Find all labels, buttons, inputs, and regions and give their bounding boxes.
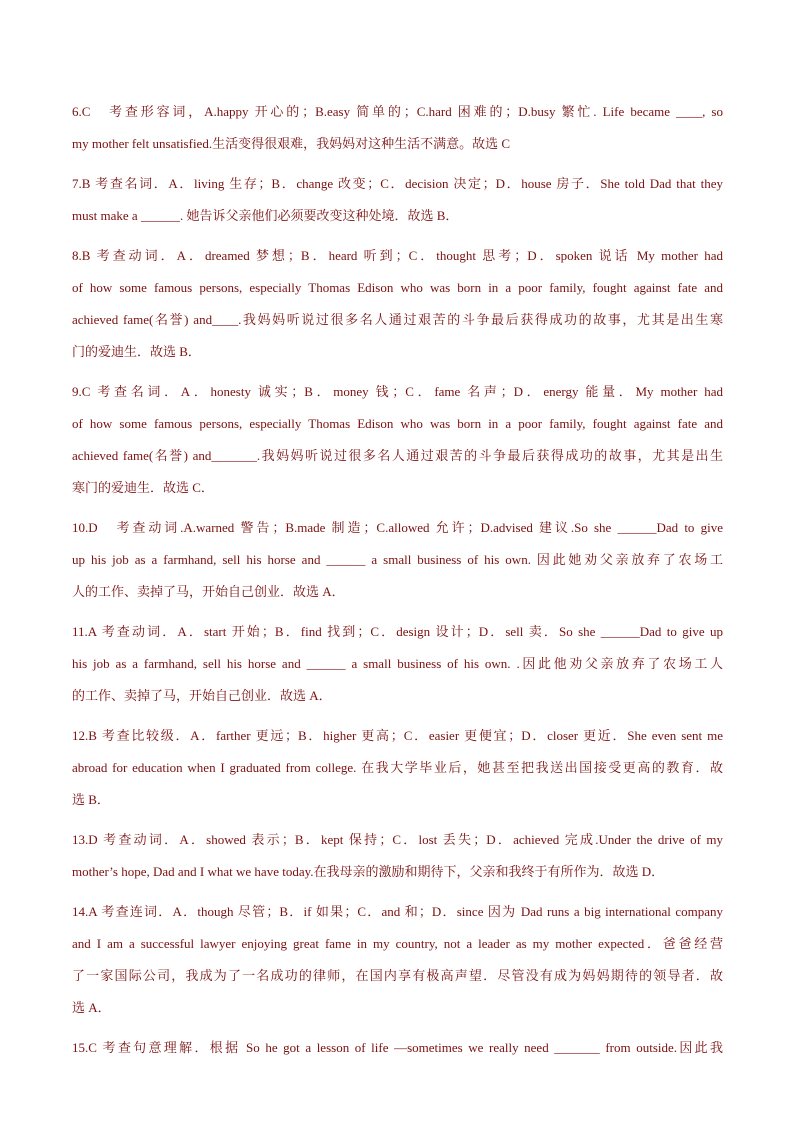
answer-item-13 <box>72 824 723 888</box>
text-line: his job as a farmhand, sell his horse and ______ a small business of his own. .因此他劝父亲放弃了农场工人 <box>72 656 723 671</box>
text-line: 门的爱迪生．故选 B． <box>72 344 201 359</box>
text-line: 14.A 考查连词．A．though 尽管；B．if 如果；C．and 和；D．since 因为 Dad runs a big international company <box>72 904 723 919</box>
answer-item-8 <box>72 240 723 368</box>
text-line: 6.C 考查形容词，A.happy 开心的；B.easy 简单的；C.hard 困难的；D.busy 繁忙. Life became ____, so <box>72 104 723 119</box>
text-line: 寒门的爱迪生．故选 C． <box>72 480 214 495</box>
text-line: up his job as a farmhand, sell his horse and ______ a small business of his own. 因此她劝父亲放弃了农场工 <box>72 552 723 567</box>
answer-item-6 <box>72 96 723 160</box>
text-line: 9.C 考查名词．A．honesty 诚实；B．money 钱；C．fame 名声；D．energy 能量．My mother had <box>72 384 723 399</box>
text-line: achieved fame(名誉) and____.我妈妈听说过很多名人通过艰苦的斗争最后获得成功的故事，尤其是出生寒 <box>72 312 723 327</box>
text-line: achieved fame(名誉) and_______.我妈妈听说过很多名人通过艰苦的斗争最后获得成功的故事，尤其是出生 <box>72 448 723 463</box>
text-line: 了一家国际公司，我成为了一名成功的律师，在国内享有极高声望．尽管没有成为妈妈期待的领导者．故 <box>72 968 723 983</box>
text-line: of how some famous persons, especially Thomas Edison who was born in a poor family, fought against fate and <box>72 280 723 295</box>
text-line: must make a ______. 她告诉父亲他们必须要改变这种处境．故选 B． <box>72 208 459 223</box>
answer-item-14 <box>72 896 723 1024</box>
text-line: 人的工作、卖掉了马，开始自己创业．故选 A． <box>72 584 345 599</box>
answer-item-15 <box>72 1032 723 1064</box>
answer-item-12 <box>72 720 723 816</box>
text-line: abroad for education when I graduated from college. 在我大学毕业后，她甚至把我送出国接受更高的教育．故 <box>72 760 723 775</box>
text-line: 12.B 考查比较级．A．farther 更远；B．higher 更高；C．easier 更便宜；D．closer 更近．She even sent me <box>72 728 723 743</box>
text-line: and I am a successful lawyer enjoying great fame in my country, not a leader as my mother expected．爸爸经营 <box>72 936 723 951</box>
text-line: 7.B 考查名词．A．living 生存；B．change 改变；C．decision 决定；D．house 房子．She told Dad that they <box>72 176 723 191</box>
text-line: 8.B 考查动词．A．dreamed 梦想；B．heard 听到；C．thought 思考；D．spoken 说话 My mother had <box>72 248 723 263</box>
text-line: 的工作、卖掉了马，开始自己创业．故选 A． <box>72 688 332 703</box>
answer-item-9 <box>72 376 723 504</box>
answer-item-10 <box>72 512 723 608</box>
text-line: 11.A 考查动词．A．start 开始；B．find 找到；C．design 设计；D．sell 卖．So she ______Dad to give up <box>72 624 723 639</box>
text-line: 13.D 考查动词．A．showed 表示；B．kept 保持；C．lost 丢失；D．achieved 完成.Under the drive of my <box>72 832 723 847</box>
text-line: my mother felt unsatisfied.生活变得很艰难，我妈妈对这种生活不满意。故选 C <box>72 136 511 151</box>
answer-item-7 <box>72 168 723 232</box>
text-line: 10.D 考查动词.A.warned 警告；B.made 制造；C.allowed 允许；D.advised 建议.So she ______Dad to give <box>72 520 723 535</box>
answer-explanations <box>72 96 723 1072</box>
text-line: 选 A． <box>72 1000 111 1015</box>
text-line: of how some famous persons, especially Thomas Edison who was born in a poor family, fought against fate and <box>72 416 723 431</box>
text-line: mother’s hope, Dad and I what we have today.在我母亲的激励和期待下，父亲和我终于有所作为．故选 D． <box>72 864 665 879</box>
text-line: 选 B． <box>72 792 110 807</box>
text-line: 15.C 考查句意理解．根据 So he got a lesson of life —sometimes we really need _______ from outside.因此我 <box>72 1040 723 1055</box>
answer-item-11 <box>72 616 723 712</box>
